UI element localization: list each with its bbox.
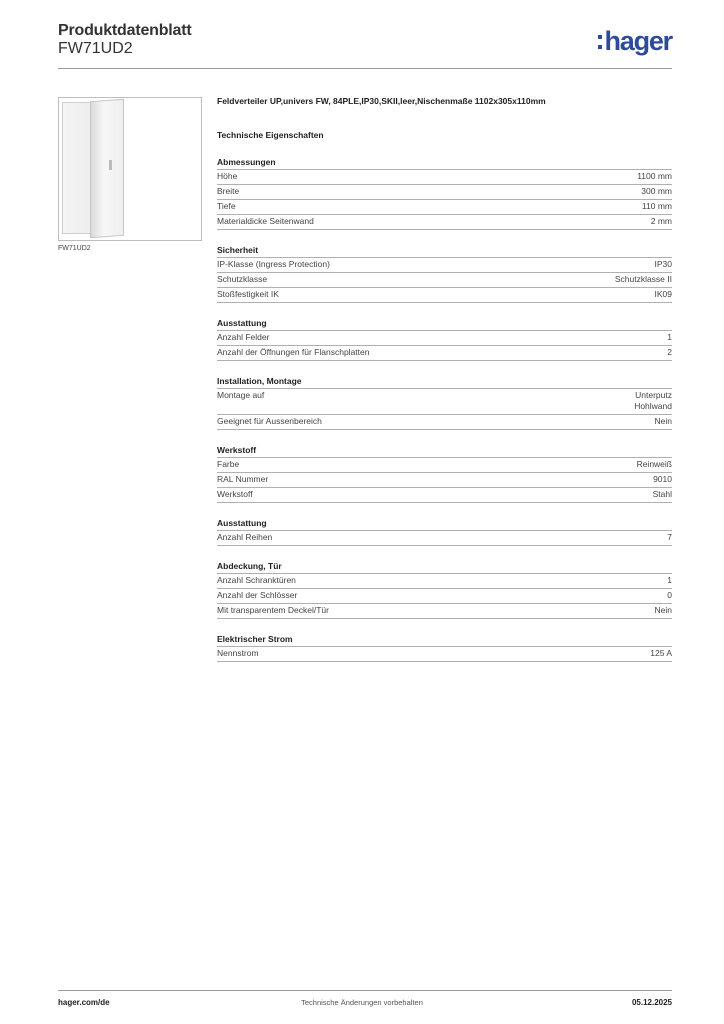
spec-value: Stahl bbox=[652, 489, 672, 499]
spec-label: Tiefe bbox=[217, 201, 236, 211]
footer-note: Technische Änderungen vorbehalten bbox=[301, 998, 423, 1007]
spec-value: 125 A bbox=[650, 648, 672, 658]
footer-divider bbox=[58, 990, 672, 991]
section-title: Installation, Montage bbox=[217, 375, 672, 389]
spec-row bbox=[217, 458, 672, 473]
logo-dots-icon bbox=[598, 35, 602, 49]
spec-label: Werkstoff bbox=[217, 489, 253, 499]
spec-label: Anzahl Felder bbox=[217, 332, 270, 342]
spec-section bbox=[217, 375, 672, 430]
spec-label: Stoßfestigkeit IK bbox=[217, 289, 279, 299]
spec-row bbox=[217, 185, 672, 200]
spec-row bbox=[217, 574, 672, 589]
spec-value: 110 mm bbox=[641, 201, 672, 211]
spec-label: Materialdicke Seitenwand bbox=[217, 216, 314, 226]
hager-logo[interactable] bbox=[598, 28, 672, 55]
spec-row bbox=[217, 170, 672, 185]
spec-row bbox=[217, 258, 672, 273]
spec-value: 9010 bbox=[653, 474, 672, 484]
spec-row bbox=[217, 473, 672, 488]
spec-row bbox=[217, 488, 672, 503]
technical-properties-heading: Technische Eigenschaften bbox=[217, 130, 324, 140]
spec-value: Schutzklasse II bbox=[614, 274, 672, 284]
section-title: Abmessungen bbox=[217, 156, 672, 170]
cabinet-door-graphic bbox=[90, 99, 124, 238]
spec-label: Anzahl Reihen bbox=[217, 532, 273, 542]
spec-label: Nennstrom bbox=[217, 648, 259, 658]
spec-row bbox=[217, 288, 672, 303]
spec-label: Montage auf bbox=[217, 390, 265, 400]
spec-content bbox=[217, 96, 672, 662]
section-title: Sicherheit bbox=[217, 244, 672, 258]
product-code: FW71UD2 bbox=[58, 40, 133, 57]
spec-row bbox=[217, 589, 672, 604]
spec-value: 7 bbox=[667, 532, 672, 542]
spec-row bbox=[217, 389, 672, 415]
spec-section bbox=[217, 444, 672, 503]
header-divider bbox=[58, 68, 672, 69]
spec-section bbox=[217, 156, 672, 230]
spec-value: Unterputz Hohlwand bbox=[634, 390, 672, 411]
spec-value: 2 bbox=[667, 347, 672, 357]
spec-row bbox=[217, 331, 672, 346]
spec-label: Geeignet für Aussenbereich bbox=[217, 416, 322, 426]
spec-sections bbox=[217, 156, 672, 662]
spec-value: IP30 bbox=[654, 259, 672, 269]
spec-value: Reinweiß bbox=[636, 459, 672, 469]
section-title: Werkstoff bbox=[217, 444, 672, 458]
spec-value: 0 bbox=[667, 590, 672, 600]
spec-row bbox=[217, 531, 672, 546]
spec-value: 1 bbox=[667, 575, 672, 585]
spec-value: 2 mm bbox=[650, 216, 672, 226]
spec-row bbox=[217, 346, 672, 361]
spec-row bbox=[217, 647, 672, 662]
cabinet-handle-graphic bbox=[109, 160, 112, 170]
product-image bbox=[58, 97, 202, 241]
spec-value: 1 bbox=[667, 332, 672, 342]
section-title: Ausstattung bbox=[217, 317, 672, 331]
spec-label: Anzahl der Schlösser bbox=[217, 590, 298, 600]
spec-row bbox=[217, 415, 672, 430]
spec-section bbox=[217, 560, 672, 619]
spec-row bbox=[217, 604, 672, 619]
spec-value: 300 mm bbox=[641, 186, 672, 196]
spec-value: Nein bbox=[654, 605, 672, 615]
section-title: Ausstattung bbox=[217, 517, 672, 531]
spec-value: IK09 bbox=[654, 289, 672, 299]
document-title: Produktdatenblatt bbox=[58, 22, 192, 39]
spec-label: Anzahl Schranktüren bbox=[217, 575, 296, 585]
footer-date: 05.12.2025 bbox=[631, 998, 672, 1007]
page-header bbox=[58, 20, 672, 70]
spec-label: Mit transparentem Deckel/Tür bbox=[217, 605, 329, 615]
section-title: Abdeckung, Tür bbox=[217, 560, 672, 574]
spec-section bbox=[217, 317, 672, 361]
spec-label: Anzahl der Öffnungen für Flanschplatten bbox=[217, 347, 370, 357]
spec-row bbox=[217, 200, 672, 215]
section-title: Elektrischer Strom bbox=[217, 633, 672, 647]
spec-label: Schutzklasse bbox=[217, 274, 268, 284]
spec-label: Höhe bbox=[217, 171, 238, 181]
spec-value: Nein bbox=[654, 416, 672, 426]
logo-text: hager bbox=[604, 26, 672, 56]
spec-label: IP-Klasse (Ingress Protection) bbox=[217, 259, 330, 269]
spec-section bbox=[217, 633, 672, 662]
spec-value: 1100 mm bbox=[637, 171, 672, 181]
spec-section bbox=[217, 517, 672, 546]
spec-row bbox=[217, 215, 672, 230]
spec-label: Farbe bbox=[217, 459, 240, 469]
product-description: Feldverteiler UP,univers FW, 84PLE,IP30,SKII,leer,Nischenmaße 1102x305x110mm bbox=[217, 96, 546, 106]
spec-label: RAL Nummer bbox=[217, 474, 269, 484]
spec-label: Breite bbox=[217, 186, 240, 196]
spec-section bbox=[217, 244, 672, 303]
footer-website-link[interactable]: hager.com/de bbox=[58, 998, 110, 1007]
spec-row bbox=[217, 273, 672, 288]
image-caption: FW71UD2 bbox=[58, 245, 91, 252]
